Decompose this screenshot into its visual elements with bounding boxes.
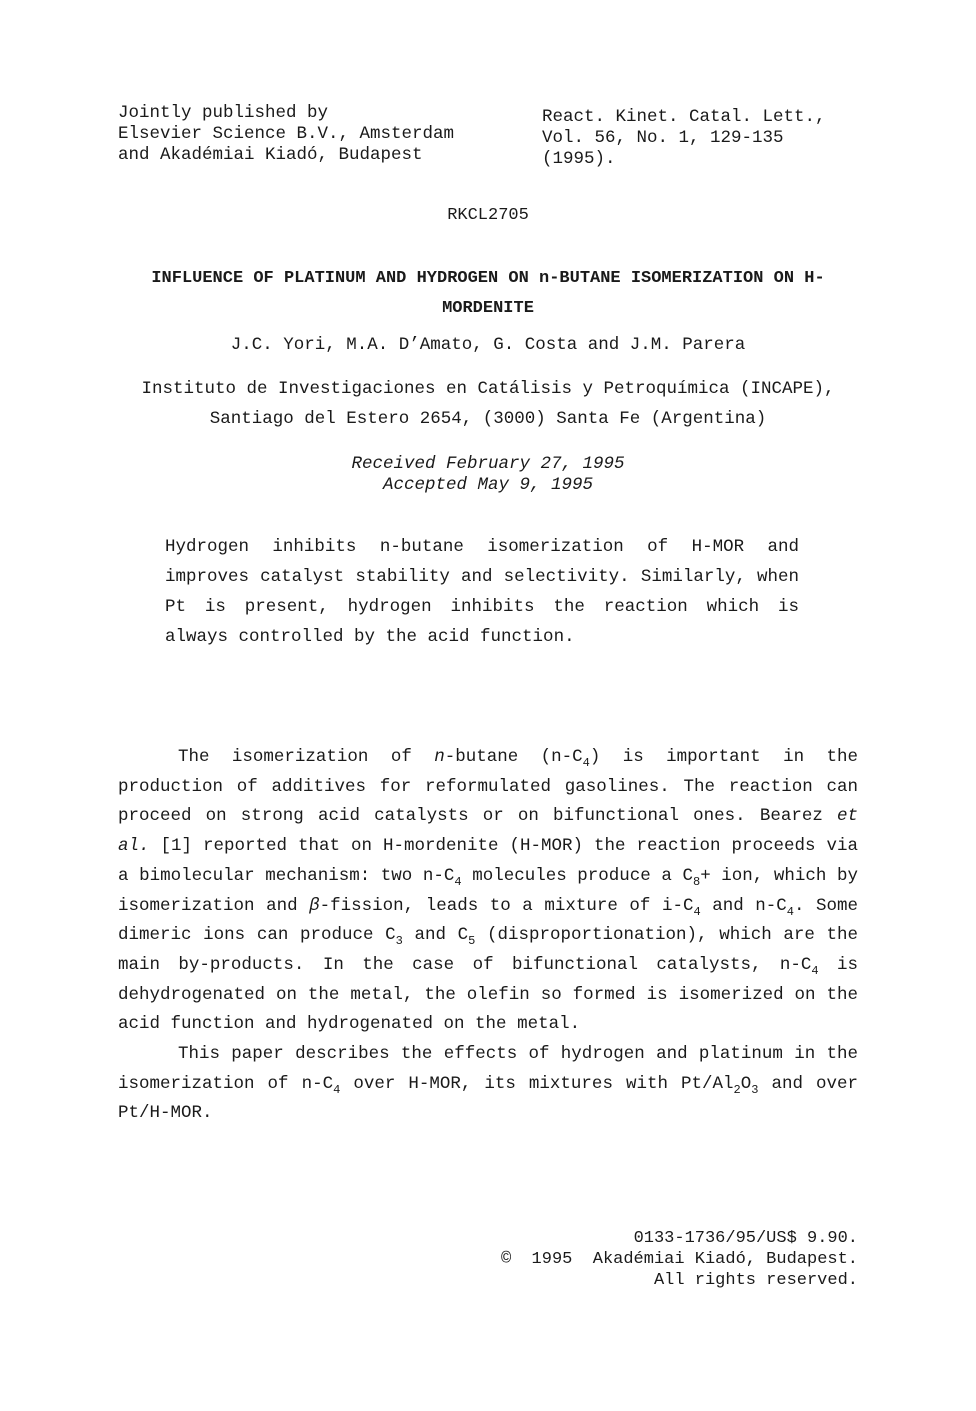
rights-line: All rights reserved. (653, 1271, 858, 1290)
article-code: RKCL2705 (447, 206, 529, 225)
text-span: + ion, which by isomerization and (118, 865, 858, 916)
affiliation: Instituto de Investigaciones en Catálisis y Petroquímica (INCAPE), Santiago del Estero 2654, (3000) Santa Fe (Argentina) (141, 379, 835, 429)
journal-line: (1995). (542, 149, 616, 169)
publisher-line: and Akadémiai Kiadó, Budapest (118, 145, 423, 165)
journal-line: Vol. 56, No. 1, 129-135 (542, 128, 784, 148)
publisher-line: Elsevier Science B.V., Amsterdam (118, 124, 455, 144)
text-span: . Some dimeric ions can produce C (118, 895, 859, 946)
subscript: 4 (454, 874, 462, 889)
accepted-date: Accepted May 9, 1995 (382, 475, 594, 495)
italic-text: et al. (118, 806, 858, 857)
received-date: Received February 27, 1995 (351, 454, 625, 474)
subscript: 8 (693, 874, 701, 889)
text-span: -fission, leads to a mixture of i-C (319, 895, 694, 916)
text-span: This paper describes the effects of hydrogen and platinum in the isomerization of n-C (118, 1044, 858, 1094)
text-span: is dehydrogenated on the metal, the olefin so formed is isomerized on the acid function and hydrogenated on the metal. (118, 954, 858, 1035)
paper-title: INFLUENCE OF PLATINUM AND HYDROGEN ON n-BUTANE ISOMERIZATION ON H-MORDENITE (151, 269, 825, 318)
body-paragraph-2 (118, 1040, 858, 1129)
subscript: 4 (333, 1082, 341, 1097)
subscript: 4 (786, 904, 794, 919)
greek-beta: β (309, 895, 320, 916)
text-span: O (740, 1073, 752, 1094)
text-span: [1] reported that on H-mordenite (H-MOR) the reaction proceeds via a bimolecular mechanism: two n-C (118, 836, 858, 886)
text-span: The isomerization of (178, 747, 435, 767)
publisher-block (118, 103, 454, 166)
text-span: molecules produce a C (461, 865, 693, 886)
body-text (118, 743, 858, 1129)
text-span: and over Pt/H-MOR. (118, 1073, 859, 1124)
journal-citation (542, 107, 826, 170)
text-span: over H-MOR, its mixtures with Pt/Al (340, 1073, 734, 1094)
body-paragraph-1 (118, 743, 858, 1040)
price-code: 0133-1736/95/US$ 9.90. (633, 1229, 858, 1248)
subscript: 4 (811, 963, 819, 978)
dates (0, 454, 976, 496)
subscript: 4 (582, 756, 590, 770)
abstract: Hydrogen inhibits n-butane isomerization of H-MOR and improves catalyst stability and selectivity. Similarly, when Pt is present, hydrogen inhibits the reaction which is always controlled by the acid function. (165, 537, 799, 647)
copyright-block (501, 1228, 858, 1291)
text-span: and n-C (700, 895, 787, 916)
subscript: 4 (693, 904, 701, 919)
subscript: 3 (751, 1082, 759, 1097)
text-span: (disproportionation), which are the main by-products. In the case of bifunctional catalysts, n-C (118, 925, 859, 975)
copyright-line: © 1995 Akadémiai Kiadó, Budapest. (500, 1250, 858, 1269)
italic-text: n (434, 747, 445, 767)
text-span: and C (402, 925, 469, 946)
subscript: 3 (395, 934, 403, 949)
subscript: 5 (468, 934, 476, 949)
text-span: ) is important in the production of additives for reformulated gasolines. The reaction can proceed on strong acid catalysts or on bifunctional ones. Bearez (118, 747, 858, 827)
publisher-line: Jointly published by (118, 103, 329, 123)
journal-line: React. Kinet. Catal. Lett., (542, 107, 826, 127)
subscript: 2 (733, 1082, 741, 1097)
authors: J.C. Yori, M.A. D’Amato, G. Costa and J.M. Parera (230, 335, 746, 355)
text-span: -butane (n-C (444, 747, 583, 767)
